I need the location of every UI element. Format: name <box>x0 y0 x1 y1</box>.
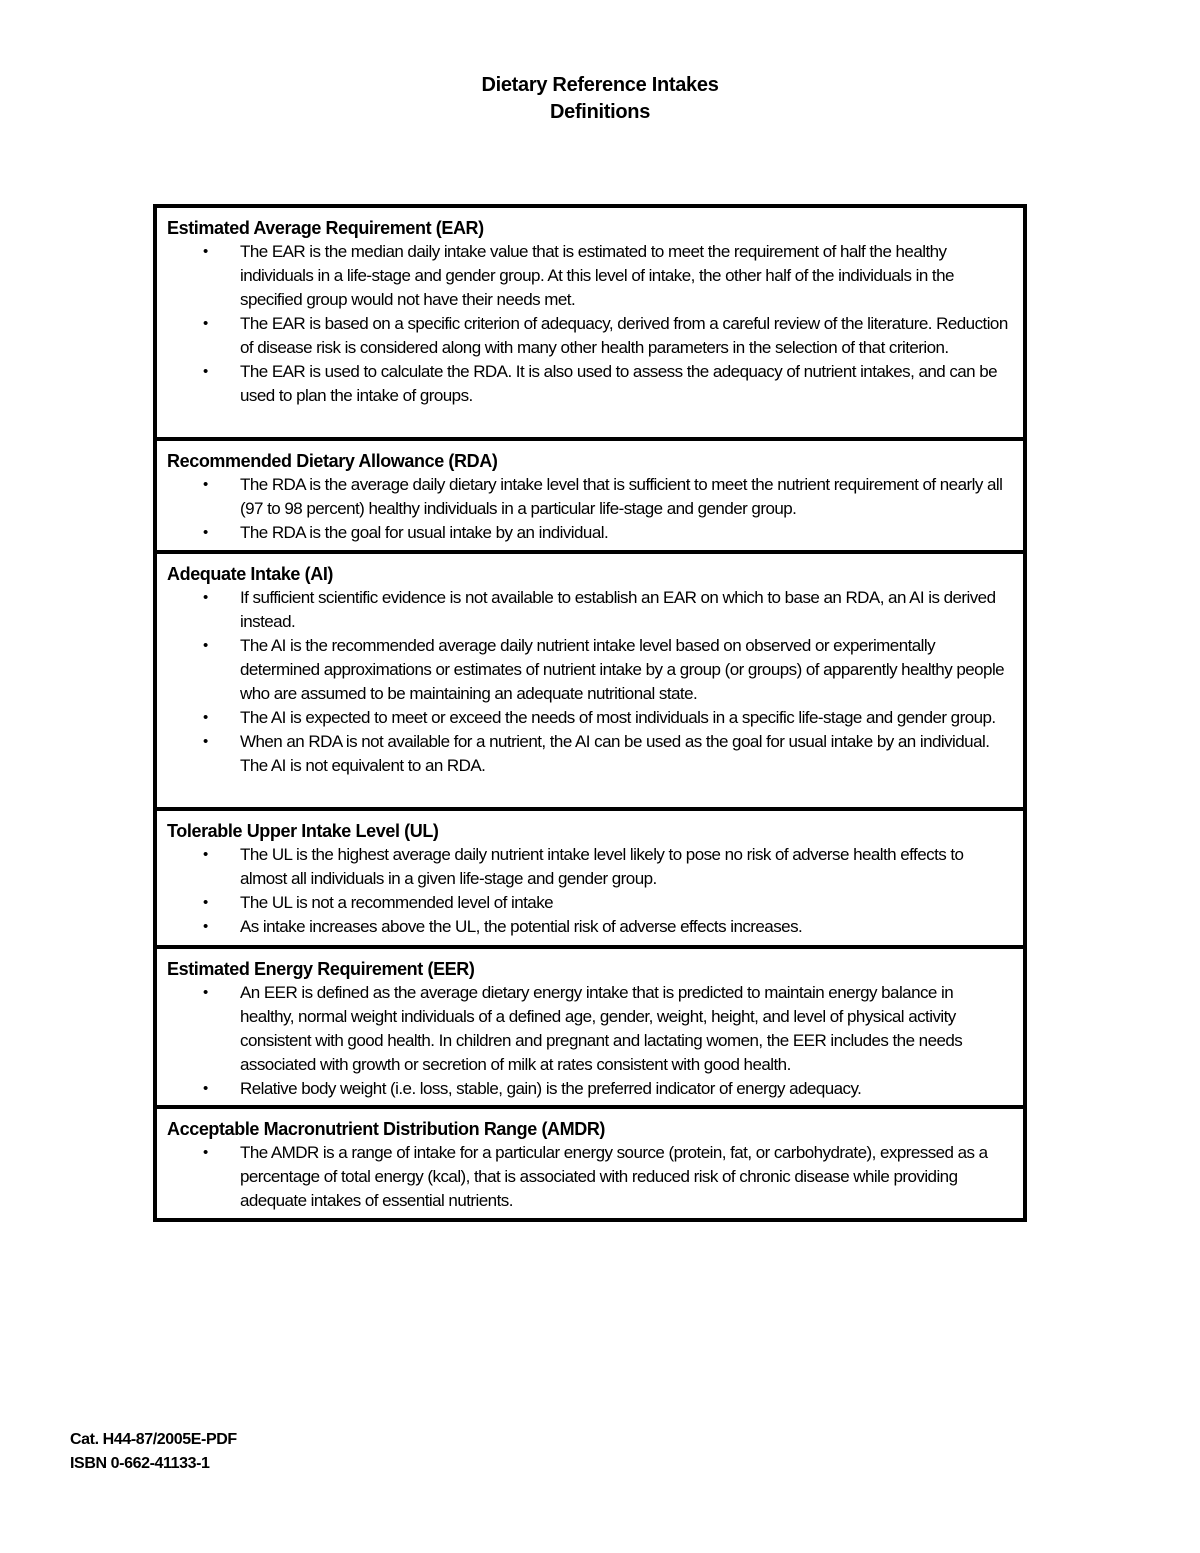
section-ai <box>157 554 1023 811</box>
page-title <box>0 72 1200 126</box>
definition-list <box>167 473 1011 545</box>
item-text: The RDA is the average daily dietary intake level that is sufficient to meet the nutrient requirement of nearly all (97 to 98 percent) healthy individuals in a particular life-stage and gender group. <box>240 475 1003 518</box>
bullet-icon: • <box>203 524 208 541</box>
catalogue-number: Cat. H44-87/2005E-PDF <box>70 1431 237 1448</box>
definitions-table <box>153 204 1027 1222</box>
bullet-icon: • <box>203 1144 208 1161</box>
item-text: The AMDR is a range of intake for a particular energy source (protein, fat, or carbohydrate), expressed as a percentage of total energy (kcal), that is associated with reduced risk of chronic disease while providing adequate intakes of essential nutrients. <box>240 1143 988 1210</box>
section-amdr <box>157 1109 1023 1218</box>
item-text: The AI is expected to meet or exceed the needs of most individuals in a specific life-stage and gender group. <box>240 708 996 727</box>
list-item <box>167 706 1011 730</box>
section-eer <box>157 949 1023 1109</box>
title-line-1: Dietary Reference Intakes <box>481 74 719 96</box>
section-ear <box>157 208 1023 441</box>
bullet-icon: • <box>203 476 208 493</box>
definition-list <box>167 240 1011 408</box>
bullet-icon: • <box>203 637 208 654</box>
list-item <box>167 240 1011 312</box>
list-item <box>167 730 1011 778</box>
bullet-icon: • <box>203 589 208 606</box>
bullet-icon: • <box>203 709 208 726</box>
section-ul <box>157 811 1023 949</box>
list-item <box>167 981 1011 1077</box>
list-item <box>167 634 1011 706</box>
section-heading: Tolerable Upper Intake Level (UL) <box>167 821 439 841</box>
item-text: The EAR is used to calculate the RDA. It is also used to assess the adequacy of nutrient intakes, and can be used to plan the intake of groups. <box>240 362 998 405</box>
definition-list <box>167 586 1011 778</box>
item-text: The RDA is the goal for usual intake by an individual. <box>240 523 609 542</box>
bullet-icon: • <box>203 243 208 260</box>
item-text: The UL is not a recommended level of intake <box>240 893 554 912</box>
list-item <box>167 891 1011 915</box>
item-text: Relative body weight (i.e. loss, stable, gain) is the preferred indicator of energy adequacy. <box>240 1079 862 1098</box>
bullet-icon: • <box>203 846 208 863</box>
bullet-icon: • <box>203 984 208 1001</box>
item-text: As intake increases above the UL, the potential risk of adverse effects increases. <box>240 917 803 936</box>
isbn-number: ISBN 0-662-41133-1 <box>70 1455 210 1472</box>
definition-list <box>167 981 1011 1101</box>
list-item <box>167 473 1011 521</box>
list-item <box>167 1077 1011 1101</box>
bullet-icon: • <box>203 894 208 911</box>
bullet-icon: • <box>203 1080 208 1097</box>
list-item <box>167 586 1011 634</box>
list-item <box>167 843 1011 891</box>
section-rda <box>157 441 1023 554</box>
section-heading: Recommended Dietary Allowance (RDA) <box>167 451 498 471</box>
section-heading: Acceptable Macronutrient Distribution Range (AMDR) <box>167 1119 606 1139</box>
bullet-icon: • <box>203 315 208 332</box>
title-line-2: Definitions <box>549 101 651 123</box>
item-text: The EAR is the median daily intake value that is estimated to meet the requirement of half the healthy individuals in a life-stage and gender group. At this level of intake, the other half of the individuals in the specified group would not have their needs met. <box>240 242 954 309</box>
list-item <box>167 360 1011 408</box>
list-item <box>167 915 1011 939</box>
footer <box>70 1428 237 1476</box>
list-item <box>167 521 1011 545</box>
item-text: When an RDA is not available for a nutrient, the AI can be used as the goal for usual intake by an individual. The AI is not equivalent to an RDA. <box>240 732 990 775</box>
item-text: An EER is defined as the average dietary energy intake that is predicted to maintain energy balance in healthy, normal weight individuals of a defined age, gender, weight, height, and level of physical activity consistent with good health. In children and pregnant and lactating women, the EER includes the needs associated with growth or secretion of milk at rates consistent with good health. <box>240 983 963 1074</box>
list-item <box>167 312 1011 360</box>
list-item <box>167 1141 1011 1213</box>
item-text: The EAR is based on a specific criterion of adequacy, derived from a careful review of the literature. Reduction of disease risk is considered along with many other health parameters in the selection of that criterion. <box>240 314 1008 357</box>
bullet-icon: • <box>203 918 208 935</box>
definition-list <box>167 843 1011 939</box>
definition-list <box>167 1141 1011 1213</box>
bullet-icon: • <box>203 733 208 750</box>
section-heading: Adequate Intake (AI) <box>167 564 334 584</box>
section-heading: Estimated Energy Requirement (EER) <box>167 959 475 979</box>
item-text: The AI is the recommended average daily nutrient intake level based on observed or experimentally determined approximations or estimates of nutrient intake by a group (or groups) of apparently healthy people who are assumed to be maintaining an adequate nutritional state. <box>240 636 1005 703</box>
section-heading: Estimated Average Requirement (EAR) <box>167 218 484 238</box>
bullet-icon: • <box>203 363 208 380</box>
item-text: The UL is the highest average daily nutrient intake level likely to pose no risk of adverse health effects to almost all individuals in a given life-stage and gender group. <box>240 845 964 888</box>
item-text: If sufficient scientific evidence is not available to establish an EAR on which to base an RDA, an AI is derived instead. <box>240 588 996 631</box>
